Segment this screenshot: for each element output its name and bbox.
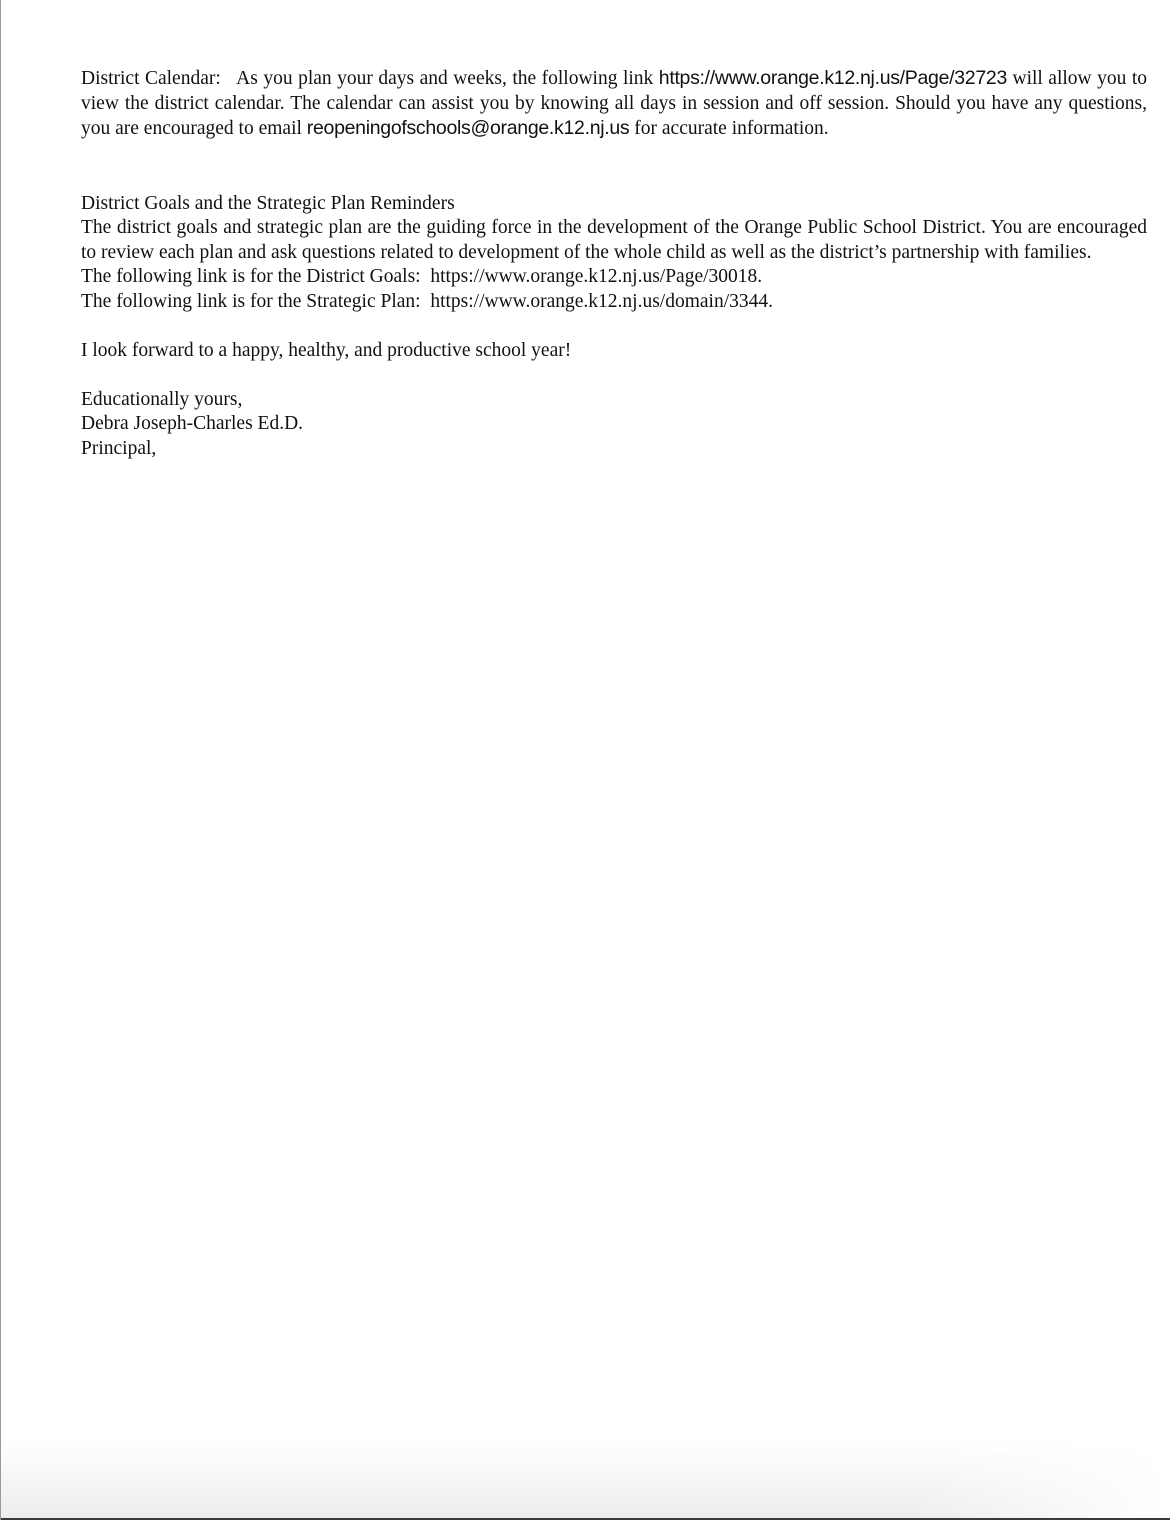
salutation: Educationally yours, (81, 388, 243, 410)
spacer (81, 363, 1147, 388)
calendar-paragraph (81, 66, 1147, 142)
document-body (81, 66, 1147, 461)
signer-title: Principal, (81, 437, 157, 459)
calendar-link[interactable]: https://www.orange.k12.nj.us/Page/32723 (658, 67, 1007, 89)
page-bottom-shadow (1, 1440, 1170, 1520)
goals-paragraph: The district goals and strategic plan are the guiding force in the development of the Orange Public School District. You are encouraged to review each plan and ask questions related to development of the whole child as well as the district’s partnership with families. (81, 217, 1147, 263)
reopening-email-link[interactable]: reopeningofschools@orange.k12.nj.us (306, 117, 630, 139)
calendar-intro-text: As you plan your days and weeks, the following link (236, 68, 654, 89)
spacer (81, 314, 1147, 339)
spacer (81, 142, 1147, 192)
district-goals-link[interactable]: https://www.orange.k12.nj.us/Page/30018. (430, 266, 763, 287)
calendar-body-text: will allow you to view the district calendar. The calendar can assist you by knowing all days in session and off session. Should you have any questions, you are encouraged to email (81, 68, 1148, 139)
goals-heading: District Goals and the Strategic Plan Reminders (81, 192, 455, 214)
strategic-plan-link[interactable]: https://www.orange.k12.nj.us/domain/3344. (430, 290, 773, 312)
calendar-closing-text: for accurate information. (634, 118, 829, 139)
district-goals-line (81, 265, 1147, 290)
strategic-plan-label: The following link is for the Strategic Plan: (81, 290, 421, 312)
signer-name: Debra Joseph-Charles Ed.D. (81, 413, 304, 434)
closing-line: I look forward to a happy, healthy, and productive school year! (81, 339, 572, 361)
calendar-label: District Calendar: (81, 68, 221, 89)
page-bottom-shadow-fade (910, 1440, 1170, 1520)
district-goals-label: The following link is for the District Goals: (81, 266, 421, 287)
strategic-plan-line (81, 290, 1147, 315)
